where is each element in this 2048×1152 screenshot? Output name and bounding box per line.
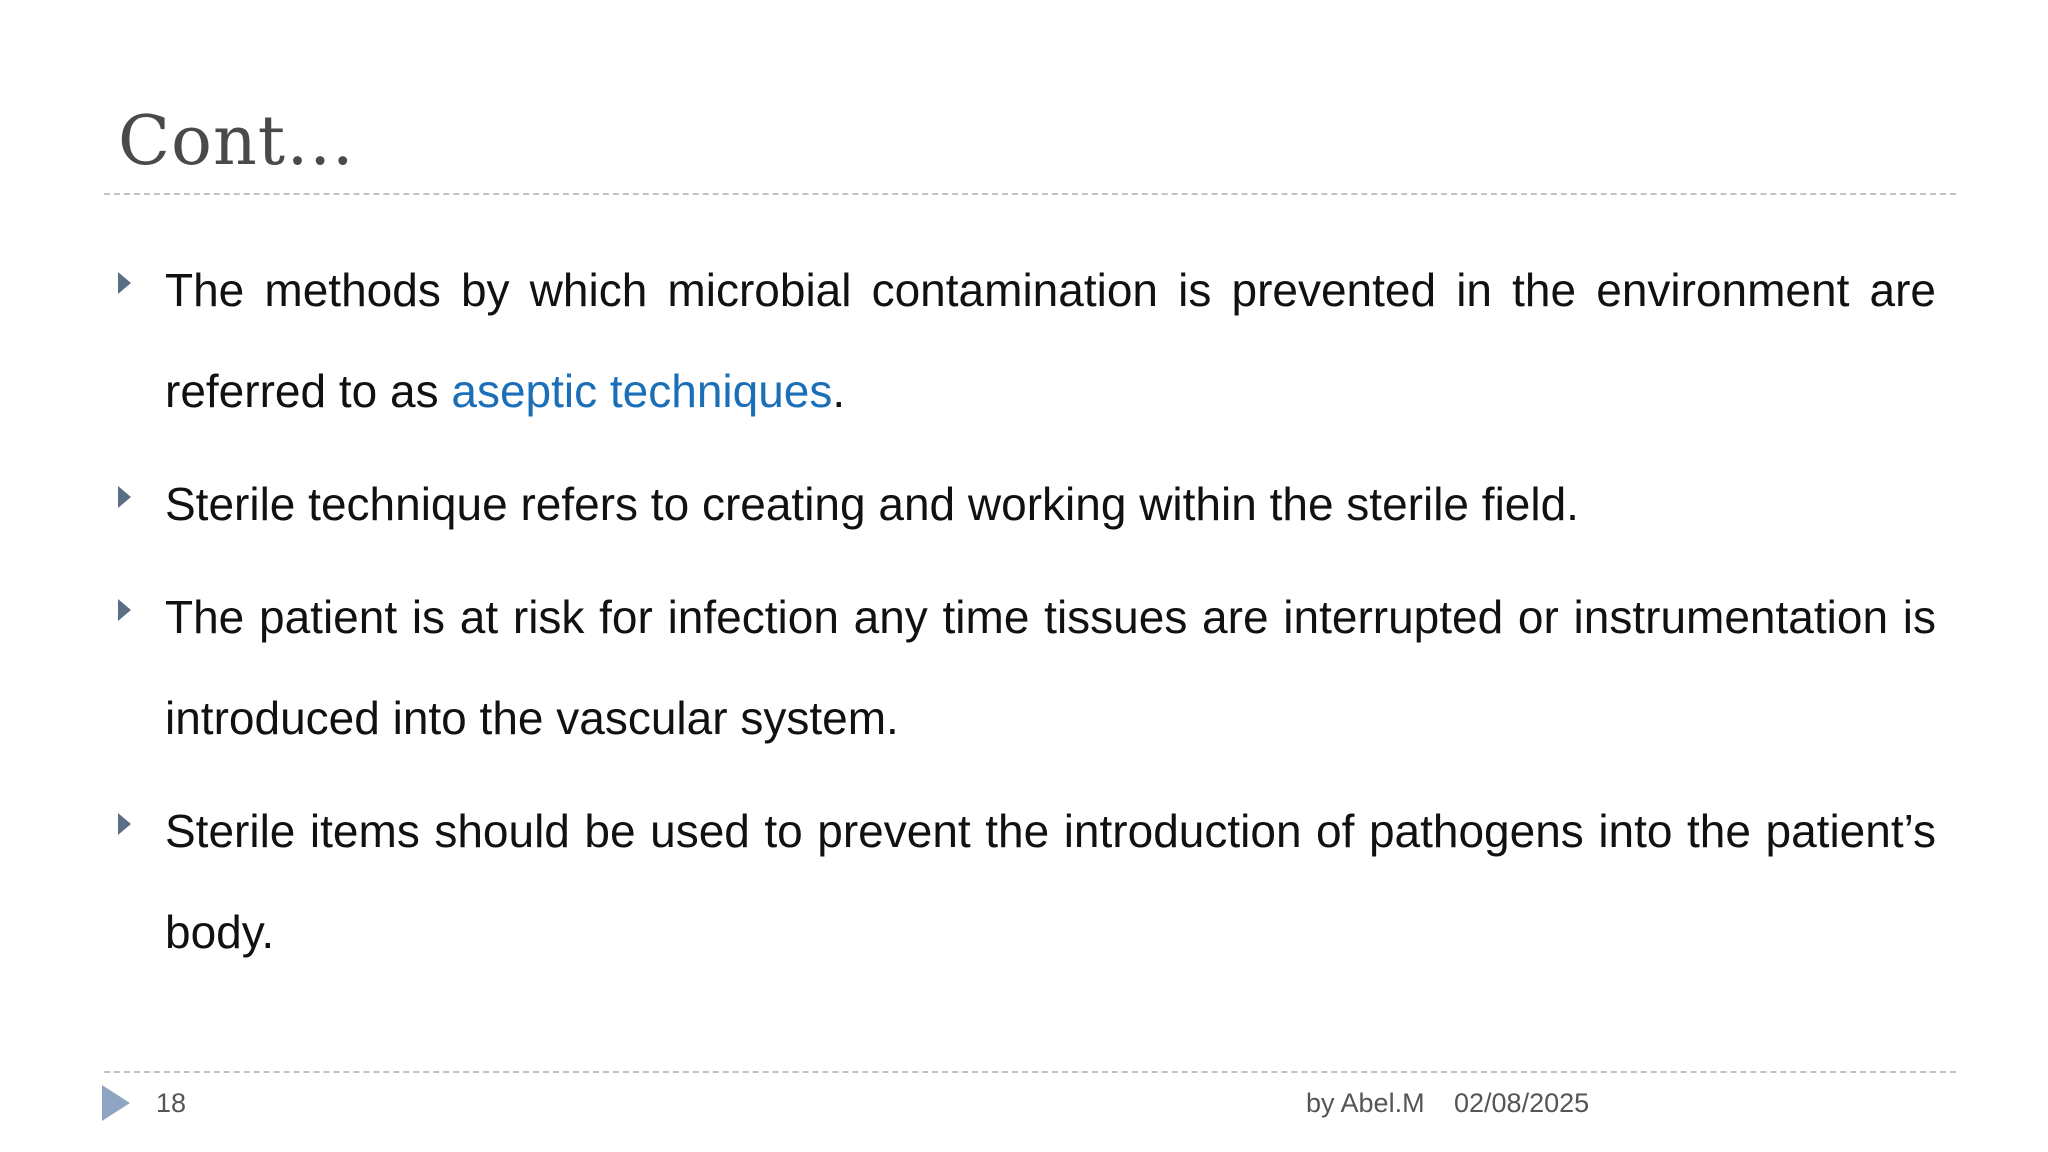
bullet-item [118, 567, 1936, 769]
bullet-text: Sterile technique refers to creating and working within the sterile field. [165, 478, 1579, 530]
triangle-right-icon [118, 272, 131, 294]
page-number: 18 [156, 1088, 187, 1118]
bullet-list [118, 240, 1936, 995]
play-triangle-icon [102, 1085, 130, 1121]
title-divider [104, 193, 1956, 195]
bullet-text: The methods by which microbial contamination is prevented in the environment are referred to as [165, 264, 1936, 417]
bullet-text: Sterile items should be used to prevent the introduction of pathogens into the patient’s body. [165, 805, 1936, 958]
footer-author: by Abel.M [1306, 1088, 1425, 1118]
footer-divider [104, 1071, 1956, 1073]
triangle-right-icon [118, 599, 131, 621]
footer-date: 02/08/2025 [1454, 1088, 1590, 1118]
slide-title: Cont… [118, 102, 356, 181]
bullet-item [118, 454, 1936, 555]
triangle-right-icon [118, 813, 131, 835]
bullet-text: The patient is at risk for infection any time tissues are interrupted or instrumentation is introduced into the vascular system. [165, 591, 1936, 744]
bullet-item [118, 781, 1936, 983]
highlighted-term: aseptic techniques [451, 365, 833, 417]
triangle-right-icon [118, 486, 131, 508]
bullet-text-end: . [832, 365, 846, 417]
bullet-item [118, 240, 1936, 442]
